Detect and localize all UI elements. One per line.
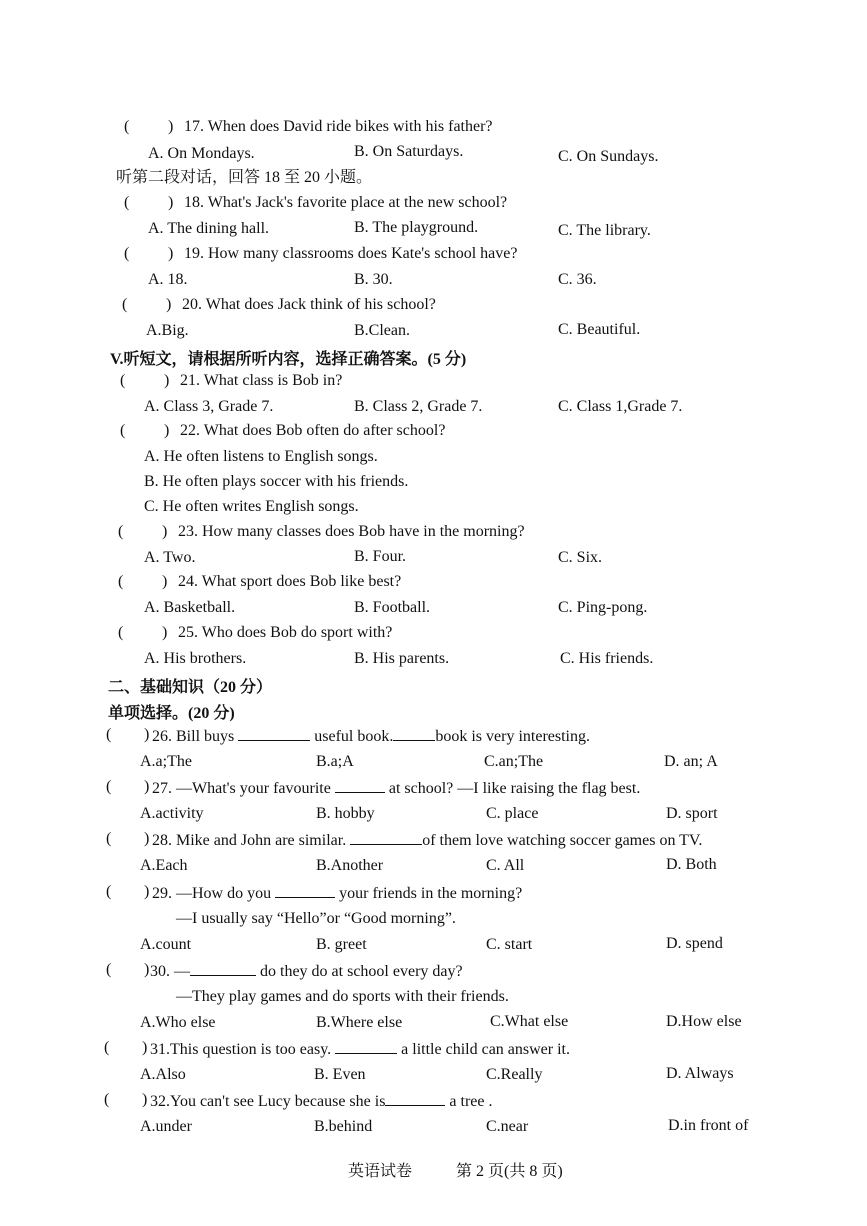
option-b: B.a;A xyxy=(316,753,354,770)
option-d: D. sport xyxy=(666,805,718,822)
answer-paren-close: ) xyxy=(164,422,170,439)
option-a: A.under xyxy=(140,1118,192,1135)
option-b: B. greet xyxy=(316,936,367,953)
answer-paren-close: ) xyxy=(168,245,174,262)
question-29-tail: your friends in the morning? xyxy=(339,885,523,902)
answer-paren-open: ( xyxy=(124,245,130,262)
question-27 xyxy=(152,778,640,799)
option-b: B.Where else xyxy=(316,1014,403,1031)
question-25: 25. Who does Bob do sport with? xyxy=(178,624,393,641)
option-c: C. 36. xyxy=(558,271,597,288)
answer-paren-open: ( xyxy=(118,624,124,641)
section-title-v: V.听短文，请根据所听内容，选择正确答案。(5 分) xyxy=(110,351,467,368)
option-a: A. Basketball. xyxy=(144,599,236,616)
option-a: A.Also xyxy=(140,1066,186,1083)
option-c: C. On Sundays. xyxy=(558,148,659,165)
option-c: C.What else xyxy=(490,1013,569,1030)
answer-paren-open: ( xyxy=(104,1039,110,1056)
answer-paren-close: ) xyxy=(162,624,168,641)
footer-subject: 英语试卷 xyxy=(348,1163,413,1180)
question-32-lead: 32.You can't see Lucy because she is xyxy=(150,1093,386,1110)
option-b: B. Four. xyxy=(354,548,407,565)
option-d: D. spend xyxy=(666,935,723,952)
answer-paren-close: ) xyxy=(164,372,170,389)
option-b: B. Even xyxy=(314,1066,366,1083)
answer-paren-open: ( xyxy=(124,194,130,211)
option-b: B. On Saturdays. xyxy=(354,143,464,160)
question-22: 22. What does Bob often do after school? xyxy=(180,422,446,439)
answer-paren-close: ) xyxy=(142,1091,148,1108)
question-27-tail: at school? —I like raising the flag best. xyxy=(388,780,641,797)
answer-blank xyxy=(393,726,435,741)
question-30-lead: 30. — xyxy=(150,963,190,980)
question-30-tail: do they do at school every day? xyxy=(260,963,463,980)
option-d: D. an; A xyxy=(664,753,718,770)
option-d: D.How else xyxy=(666,1013,742,1030)
question-29-lead: 29. —How do you xyxy=(152,885,272,902)
question-23: 23. How many classes does Bob have in the morning? xyxy=(178,523,525,540)
option-b: B.behind xyxy=(314,1118,373,1135)
answer-paren-open: ( xyxy=(120,422,126,439)
option-a: A. Two. xyxy=(144,549,196,566)
option-b: B.Another xyxy=(316,857,384,874)
question-24: 24. What sport does Bob like best? xyxy=(178,573,402,590)
question-27-lead: 27. —What's your favourite xyxy=(152,780,331,797)
footer-page-number: 第 2 页(共 8 页) xyxy=(456,1163,563,1180)
question-28 xyxy=(152,830,702,851)
question-26 xyxy=(152,726,590,747)
instruction-18-20: 听第二段对话，回答 18 至 20 小题。 xyxy=(116,169,373,186)
question-26-mid: useful book. xyxy=(314,728,394,745)
answer-paren-open: ( xyxy=(104,1091,110,1108)
option-d: D. Always xyxy=(666,1065,734,1082)
answer-paren-close: ) xyxy=(144,726,150,743)
answer-paren-close: ) xyxy=(162,523,168,540)
answer-paren-open: ( xyxy=(120,372,126,389)
question-18: 18. What's Jack's favorite place at the new school? xyxy=(184,194,508,211)
answer-paren-close: ) xyxy=(168,194,174,211)
option-c: C. start xyxy=(486,936,533,953)
question-30 xyxy=(150,961,463,982)
answer-paren-open: ( xyxy=(106,883,112,900)
option-c: C. Six. xyxy=(558,549,603,566)
option-a: A.activity xyxy=(140,805,204,822)
answer-blank xyxy=(238,726,310,741)
option-a: A. The dining hall. xyxy=(148,220,270,237)
option-a: A. He often listens to English songs. xyxy=(144,448,378,465)
option-a: A. His brothers. xyxy=(144,650,247,667)
question-29-reply: —I usually say “Hello”or “Good morning”. xyxy=(176,910,456,927)
answer-paren-close: ) xyxy=(166,296,172,313)
option-c: C.an;The xyxy=(484,753,544,770)
answer-blank xyxy=(350,830,422,845)
option-b: B. His parents. xyxy=(354,650,450,667)
answer-paren-open: ( xyxy=(122,296,128,313)
answer-paren-open: ( xyxy=(106,778,112,795)
option-c: C. He often writes English songs. xyxy=(144,498,359,515)
answer-blank xyxy=(190,961,256,976)
answer-paren-close: ) xyxy=(144,883,150,900)
question-31-lead: 31.This question is too easy. xyxy=(150,1041,332,1058)
option-a: A. Class 3, Grade 7. xyxy=(144,398,274,415)
option-d: D.in front of xyxy=(668,1117,749,1134)
answer-paren-open: ( xyxy=(106,726,112,743)
option-a: A.a;The xyxy=(140,753,192,770)
option-c: C. Ping-pong. xyxy=(558,599,648,616)
answer-blank xyxy=(385,1091,445,1106)
answer-paren-open: ( xyxy=(118,523,124,540)
option-b: B.Clean. xyxy=(354,322,410,339)
question-28-lead: 28. Mike and John are similar. xyxy=(152,832,347,849)
section-title-basics: 二、基础知识（20 分） xyxy=(108,679,273,696)
question-32-tail: a tree . xyxy=(449,1093,493,1110)
option-c: C.Really xyxy=(486,1066,543,1083)
answer-paren-close: ) xyxy=(144,830,150,847)
answer-blank xyxy=(275,883,335,898)
option-c: C. All xyxy=(486,857,525,874)
answer-paren-close: ) xyxy=(168,118,174,135)
question-26-tail: book is very interesting. xyxy=(435,728,590,745)
option-b: B. Football. xyxy=(354,599,431,616)
question-30-reply: —They play games and do sports with their friends. xyxy=(176,988,509,1005)
option-b: B. Class 2, Grade 7. xyxy=(354,398,483,415)
option-a: A. On Mondays. xyxy=(148,145,255,162)
option-c: C.near xyxy=(486,1118,529,1135)
option-b: B. hobby xyxy=(316,805,375,822)
answer-paren-open: ( xyxy=(106,830,112,847)
answer-paren-close: ) xyxy=(144,961,150,978)
option-a: A.Each xyxy=(140,857,188,874)
option-a: A. 18. xyxy=(148,271,188,288)
question-31-tail: a little child can answer it. xyxy=(401,1041,570,1058)
option-d: D. Both xyxy=(666,856,717,873)
option-c: C. place xyxy=(486,805,539,822)
question-32 xyxy=(150,1091,493,1112)
option-c: C. The library. xyxy=(558,222,651,239)
option-c: C. His friends. xyxy=(560,650,654,667)
option-a: A.Big. xyxy=(146,322,189,339)
option-b: B. The playground. xyxy=(354,219,479,236)
question-21: 21. What class is Bob in? xyxy=(180,372,343,389)
question-28-tail: of them love watching soccer games on TV. xyxy=(422,832,703,849)
question-19: 19. How many classrooms does Kate's school have? xyxy=(184,245,518,262)
option-c: C. Beautiful. xyxy=(558,321,641,338)
option-c: C. Class 1,Grade 7. xyxy=(558,398,683,415)
answer-paren-close: ) xyxy=(144,778,150,795)
option-b: B. He often plays soccer with his friends. xyxy=(144,473,409,490)
question-20: 20. What does Jack think of his school? xyxy=(182,296,436,313)
question-31 xyxy=(150,1039,570,1060)
section-subtitle-single-choice: 单项选择。(20 分) xyxy=(108,705,235,722)
answer-paren-open: ( xyxy=(106,961,112,978)
answer-paren-close: ) xyxy=(142,1039,148,1056)
question-29 xyxy=(152,883,522,904)
answer-blank xyxy=(335,1039,397,1054)
question-26-lead: 26. Bill buys xyxy=(152,728,235,745)
answer-paren-open: ( xyxy=(124,118,130,135)
answer-paren-open: ( xyxy=(118,573,124,590)
option-a: A.Who else xyxy=(140,1014,216,1031)
answer-paren-close: ) xyxy=(162,573,168,590)
answer-blank xyxy=(335,778,385,793)
option-a: A.count xyxy=(140,936,192,953)
question-17: 17. When does David ride bikes with his father? xyxy=(184,118,493,135)
option-b: B. 30. xyxy=(354,271,393,288)
